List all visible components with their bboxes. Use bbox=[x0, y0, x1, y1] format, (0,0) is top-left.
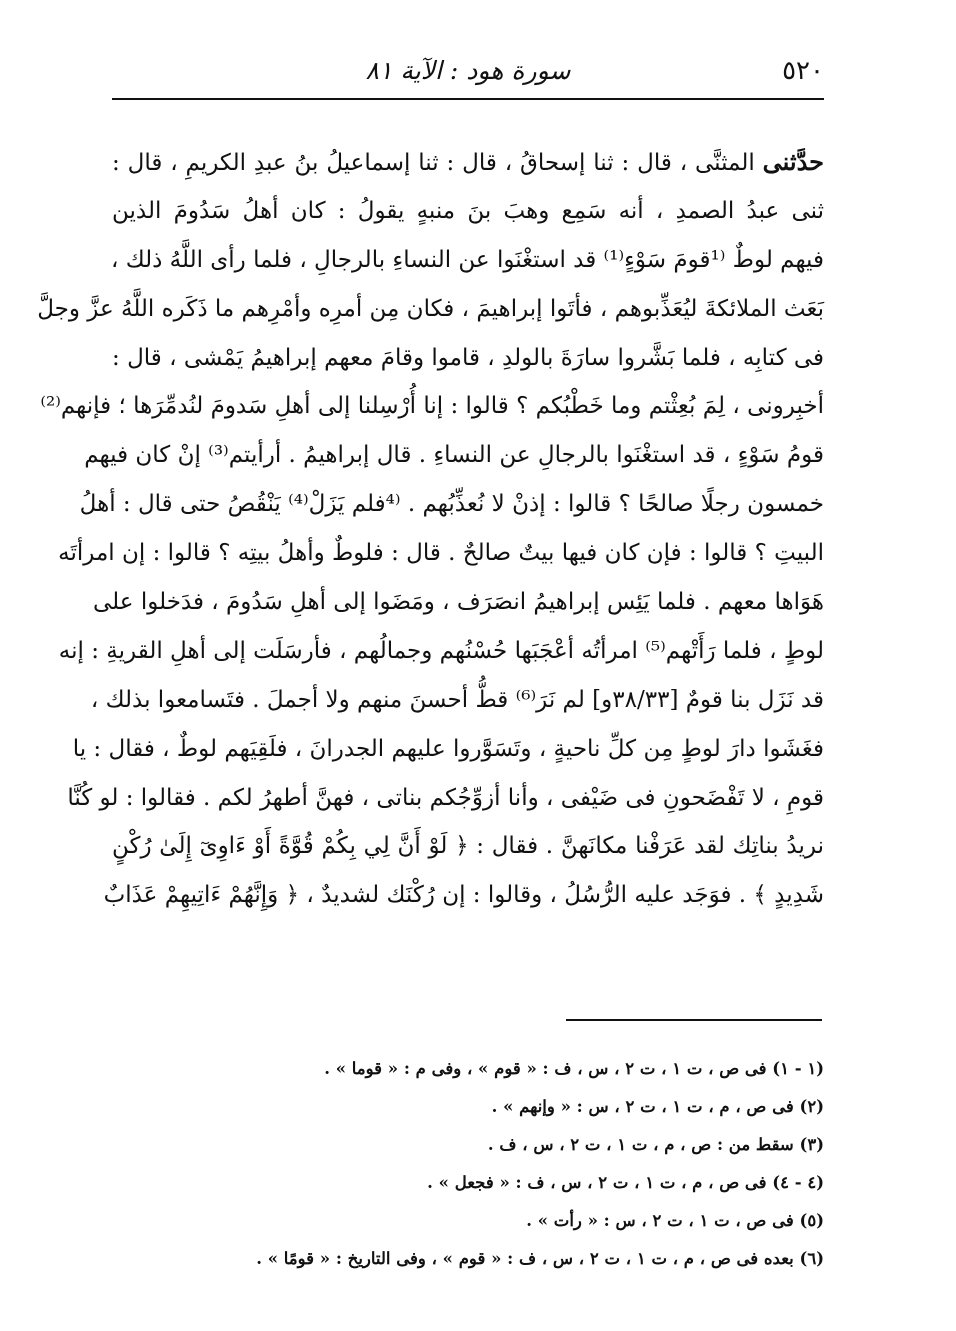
footnote: (٤ - ٤) فى ص ، م ، ت ١ ، ت ٢ ، س ، ف : « فجعل » . bbox=[427, 1173, 824, 1192]
text-line: شَدِيدٍ ﴾ . فوَجَد عليه الرُّسُلُ ، وقالوا : إن رُكْنَك لشديدٌ ، ﴿ وَإِنَّهُمْ ءَاتِيهِمْ عَذَابٌ bbox=[103, 882, 824, 909]
text-line: قد نَزَل بنا قومٌ [٣٨/٣٣و] لم نَرَ⁽⁶⁾ قطُّ أحسنَ منهم ولا أجملَ . فتَسامعوا بذلك ، bbox=[90, 686, 824, 713]
text-line: بَعَث الملائكةَ ليُعَذِّبوهم ، فأتَوا إبراهيمَ ، فكان مِن أمرِه وأمْرِهم ما ذَكَره اللَّهُ عزَّ وجلَّ bbox=[37, 295, 824, 322]
text-line: قومُ سَوْءٍ ، قد استغْنَوا بالرجالِ عن النساءِ . قال إبراهيمُ . أرأيتم⁽³⁾ إنْ كان فيهم bbox=[84, 442, 824, 469]
footnotes bbox=[112, 1050, 824, 1278]
text-line: فغَشَوا دارَ لوطٍ مِن كلِّ ناحيةٍ ، وتَسَوَّروا عليهم الجدرانَ ، فلَقِيَهم لوطٌ ، فقال : يا bbox=[72, 735, 824, 762]
text-line bbox=[112, 138, 824, 187]
text-line: قومِ ، لا تَفْضَحونِ فى ضَيْفى ، وأنا أزوِّجُكم بناتى ، فهنَّ أطهرُ لكم . فقالوا : لو كُنَّا bbox=[67, 784, 824, 811]
text-line: نريدُ بناتِك لقد عَرَفْنا مكانَهنَّ . فقال : ﴿ لَوْ أَنَّ لِي بِكُمْ قُوَّةً أَوْ ءَاوِىٓ إِلَىٰ رُكْنٍ bbox=[112, 833, 824, 860]
text-line: فى كتابِه ، فلما بَشَّروا سارَةَ بالولدِ ، قاموا وقامَ معهم إبراهيمُ يَمْشى ، قال : bbox=[112, 344, 824, 371]
text-lead-word: حدَّثنى bbox=[762, 147, 825, 176]
main-text bbox=[37, 138, 825, 920]
text-line: أخبِرونى ، لِمَ بُعِثْتم وما خَطْبُكم ؟ قالوا : إنا أُرْسِلنا إلى أهلِ سَدومَ لنُدمِّرَها ؛ فإنهم⁽²⁾ bbox=[40, 393, 824, 420]
text-line: لوطٍ ، فلما رَأَتْهم⁽⁵⁾ امرأتُه أعْجَبَها حُسْنُهم وجمالُهم ، فأرسَلَت إلى أهلِ القريةِ : إنه bbox=[58, 637, 824, 664]
text-line: فيهم لوطٌ ⁽¹قومَ سَوْءٍ⁽¹⁾ قد استغْنَوا عن النساءِ بالرجالِ ، فلما رأى اللَّهُ ذلك ، bbox=[110, 246, 824, 273]
footnote: (١ - ١) فى ص ، ت ١ ، ت ٢ ، س ، ف : « قوم » ، وفى م : « قوما » . bbox=[324, 1059, 824, 1078]
running-title: سورة هود : الآية ٨١ bbox=[365, 56, 571, 85]
footnote: (٢) فى ص ، م ، ت ١ ، ت ٢ ، س : « وإنهم » . bbox=[491, 1097, 824, 1116]
text-line: ثنى عبدُ الصمدِ ، أنه سَمِع وهبَ بنَ منبهٍ يقولُ : كان أهلُ سَدُومَ الذين bbox=[112, 197, 824, 224]
footnote: (٥) فى ص ، ت ١ ، ت ٢ ، س : « رأت » . bbox=[526, 1211, 824, 1230]
text-line-content: المثنَّى ، قال : ثنا إسحاقُ ، قال : ثنا إسماعيلُ بنُ عبدِ الكريمِ ، قال : bbox=[112, 150, 755, 176]
header-rule bbox=[112, 98, 824, 100]
page-number: ٥٢٠ bbox=[782, 56, 824, 86]
footnote-rule bbox=[566, 1019, 822, 1021]
footnote: (٦) بعده فى ص ، م ، ت ١ ، ت ٢ ، س ، ف : « قوم » ، وفى التاريخ : « قومًا » . bbox=[256, 1249, 824, 1268]
footnote: (٣) سقط من : ص ، م ، ت ١ ، ت ٢ ، س ، ف . bbox=[487, 1135, 824, 1154]
text-line: البيتِ ؟ قالوا : فإن كان فيها بيتٌ صالحٌ . قال : فلوطٌ وأهلُ بيتِه ؟ قالوا : إن امرأتَه bbox=[58, 540, 824, 567]
text-line: خمسون رجلًا صالحًا ؟ قالوا : إذنْ لا نُعذِّبُهم . ⁽⁴فلم يَزَلْ⁽⁴⁾ يَنْقُصُ حتى قال : أهلُ bbox=[79, 491, 824, 518]
text-line: هَوَاها معهم . فلما يَئِس إبراهيمُ انصَرَف ، ومَضَوا إلى أهلِ سَدُومَ ، فدَخلوا على bbox=[93, 589, 824, 616]
page-header bbox=[112, 48, 824, 92]
